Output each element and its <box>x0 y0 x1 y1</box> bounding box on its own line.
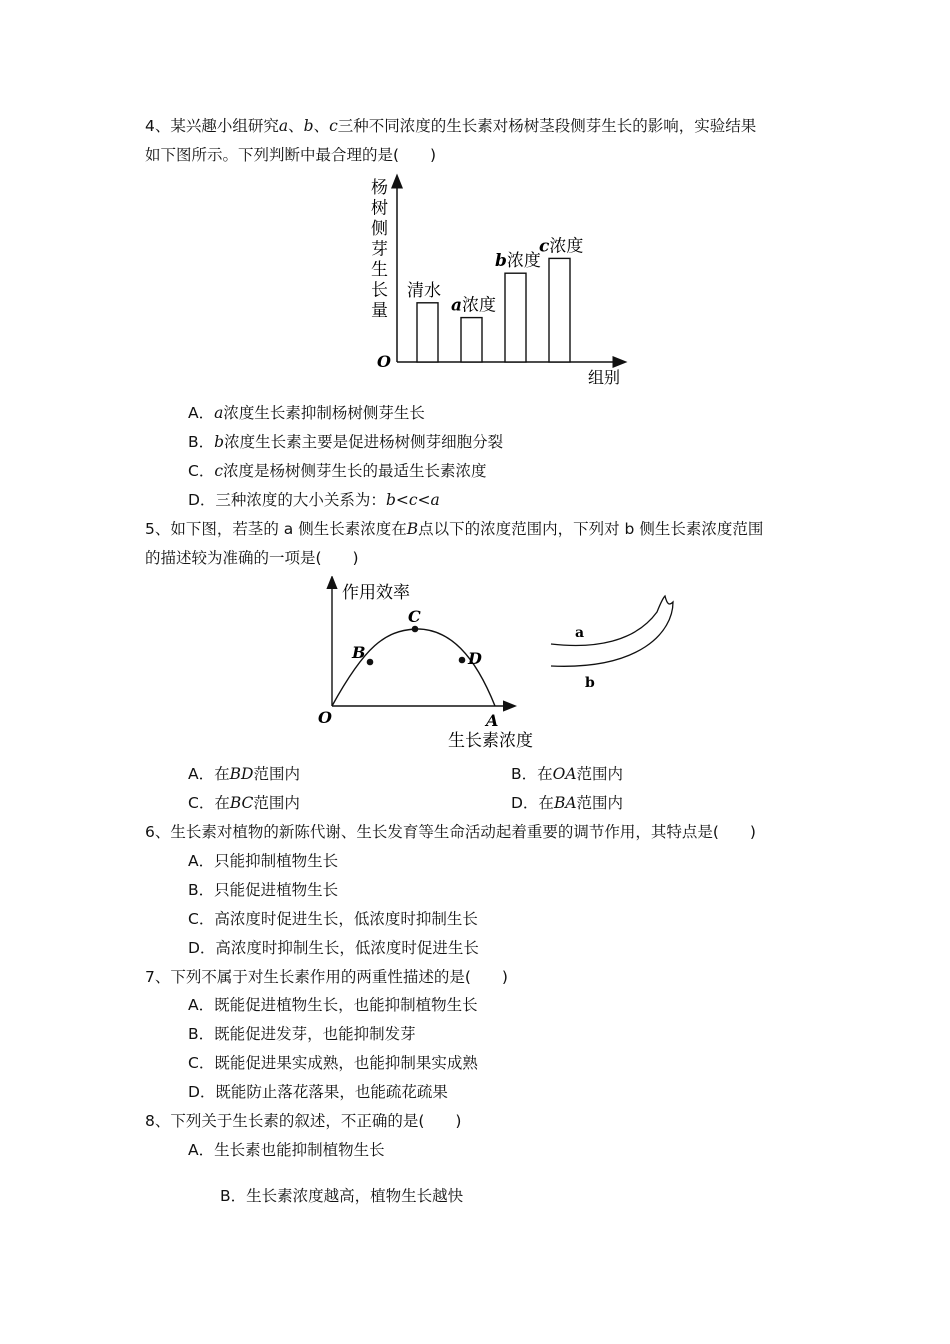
option-text: 范围内 <box>576 794 624 812</box>
point-d-label: D <box>468 649 482 668</box>
origin-label: O <box>318 708 332 727</box>
option-prefix: B． <box>188 433 215 451</box>
y-axis-label-char: 侧 <box>371 219 388 239</box>
bar-label: 清水 <box>407 280 441 301</box>
q5-stem-text: 点以下的浓度范围内，下列对 b 侧生长素浓度范围 <box>418 520 764 538</box>
option-var: BD <box>229 765 254 783</box>
option-prefix: C． <box>188 462 215 480</box>
q5-stem-line2: 的描述较为准确的一项是( ) <box>145 549 359 567</box>
option-text: 范围内 <box>253 794 300 812</box>
q4-option-d <box>188 490 440 510</box>
option-text: 浓度生长素主要是促进杨树侧芽细胞分裂 <box>224 433 504 451</box>
point-d <box>459 657 466 664</box>
option-var: OA <box>552 765 577 783</box>
bent-stem <box>551 596 673 666</box>
bar-label: b浓度 <box>495 251 541 272</box>
q5-option-c <box>188 793 300 813</box>
q7-option-c: C．既能促进果实成熟，也能抑制果实成熟 <box>188 1054 478 1072</box>
q8-stem: 8、下列关于生长素的叙述，不正确的是( ) <box>145 1112 462 1130</box>
y-axis-label-char: 芽 <box>371 239 388 260</box>
q8-option-b: B．生长素浓度越高，植物生长越快 <box>220 1187 464 1205</box>
q4-option-b <box>188 432 503 452</box>
q5-var-B: B <box>406 520 419 538</box>
q6-option-b: B．只能促进植物生长 <box>188 881 339 899</box>
q4-option-a <box>188 403 425 423</box>
q6-stem: 6、生长素对植物的新陈代谢、生长发育等生命活动起着重要的调节作用，其特点是( ) <box>145 823 756 841</box>
q5-number: 5、 <box>145 520 171 538</box>
y-axis-label <box>371 177 388 321</box>
q5-option-d <box>511 793 623 813</box>
q5-stem-text: 如下图，若茎的 a 侧生长素浓度在 <box>170 520 407 538</box>
q5-stem-figure <box>545 592 680 692</box>
end-label: A <box>486 711 499 730</box>
q4-option-c <box>188 461 487 481</box>
option-var: b <box>214 433 225 451</box>
option-text: 范围内 <box>253 765 300 783</box>
q4-var-a: a <box>278 117 289 135</box>
q6-option-c: C．高浓度时促进生长，低浓度时抑制生长 <box>188 910 478 928</box>
origin-label: O <box>377 352 391 371</box>
q4-number: 4、 <box>145 117 171 135</box>
q4-stem-text: 三种不同浓度的生长素对杨树茎段侧芽生长的影响，实验结果 <box>337 117 757 135</box>
bar <box>417 303 438 362</box>
bar-label: c浓度 <box>539 236 584 257</box>
y-axis-label-char: 杨 <box>371 178 388 198</box>
q8-option-a: A．生长素也能抑制植物生长 <box>188 1141 385 1159</box>
point-c-label: C <box>408 607 421 626</box>
option-text: 范围内 <box>576 765 624 783</box>
y-axis-label-char: 量 <box>371 301 388 321</box>
q6-option-d: D．高浓度时抑制生长，低浓度时促进生长 <box>188 939 479 957</box>
option-var: a <box>214 404 224 422</box>
option-text: 浓度生长素抑制杨树侧芽生长 <box>223 404 425 422</box>
y-axis-label-char: 树 <box>371 198 388 219</box>
q4-sep: 、 <box>313 117 330 135</box>
option-var: c <box>214 462 224 480</box>
x-axis-label: 生长素浓度 <box>448 731 533 751</box>
y-axis-label-char: 长 <box>371 280 388 301</box>
q6-option-a: A．只能抑制植物生长 <box>188 852 339 870</box>
q5-option-b <box>511 764 623 784</box>
y-axis-label: 作用效率 <box>342 583 410 603</box>
option-var: BC <box>229 794 254 812</box>
bar <box>549 258 570 362</box>
stem-label-a: a <box>575 625 585 641</box>
q7-stem: 7、下列不属于对生长素作用的两重性描述的是( ) <box>145 968 508 986</box>
stem-label-b: b <box>585 675 595 691</box>
q4-var-c: c <box>329 117 338 135</box>
q5-curve-figure <box>310 576 560 752</box>
q7-option-b: B．既能促进发芽，也能抑制发芽 <box>188 1025 416 1043</box>
option-var: b<c<a <box>385 491 440 509</box>
q7-option-a: A．既能促进植物生长，也能抑制植物生长 <box>188 996 478 1014</box>
bar <box>505 273 526 362</box>
q4-stem-line2: 如下图所示。下列判断中最合理的是( ) <box>145 146 437 164</box>
option-prefix: A． <box>188 404 215 422</box>
q5-stem-line1 <box>145 519 763 539</box>
q7-option-d: D．既能防止落花落果，也能疏花疏果 <box>188 1083 448 1101</box>
q4-stem-text: 某兴趣小组研究 <box>170 117 279 135</box>
q5-option-a <box>188 764 300 784</box>
bar <box>461 318 482 362</box>
option-prefix: C．在 <box>188 794 230 812</box>
bars <box>407 236 583 362</box>
point-c <box>412 626 419 633</box>
option-prefix: D．在 <box>511 794 554 812</box>
option-text: 浓度是杨树侧芽生长的最适生长素浓度 <box>223 462 487 480</box>
point-b <box>367 659 374 666</box>
option-prefix: D．三种浓度的大小关系为： <box>188 491 386 509</box>
x-axis-label: 组别 <box>588 368 621 387</box>
option-prefix: A．在 <box>188 765 230 783</box>
q4-stem-line1 <box>145 116 756 136</box>
y-axis-label-char: 生 <box>371 260 388 280</box>
option-var: BA <box>553 794 577 812</box>
bar-label: a浓度 <box>451 295 497 316</box>
q4-var-b: b <box>303 117 314 135</box>
option-prefix: B．在 <box>511 765 553 783</box>
q4-sep: 、 <box>288 117 304 135</box>
q4-bar-chart <box>360 172 650 390</box>
point-b-label: B <box>352 643 366 662</box>
